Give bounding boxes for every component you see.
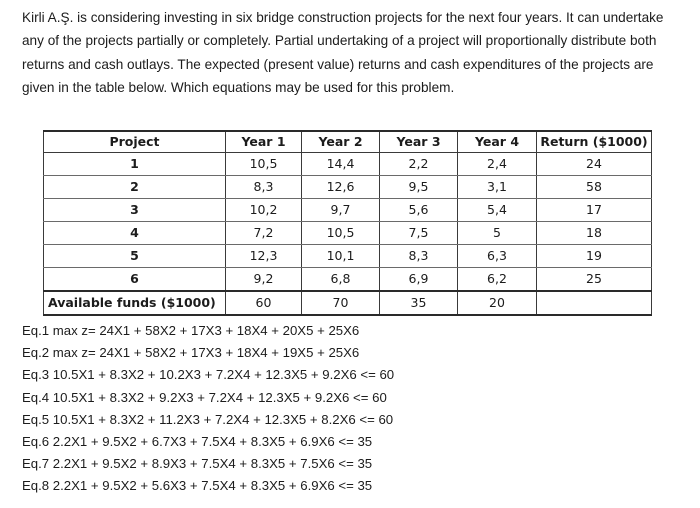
column-header: Year 3: [380, 131, 458, 153]
table-cell: 2,4: [458, 153, 537, 176]
table-cell: 6,9: [380, 268, 458, 292]
table-cell: 6,2: [458, 268, 537, 292]
available-funds-row: [44, 291, 652, 315]
table-cell: 19: [537, 245, 652, 268]
table-cell: 14,4: [302, 153, 380, 176]
table-cell: 7,5: [380, 222, 458, 245]
equation-item: Eq.5 10.5X1 + 8.3X2 + 11.2X3 + 7.2X4 + 12.3X5 + 8.2X6 <= 60: [22, 411, 394, 427]
table-cell: 35: [380, 291, 458, 315]
table-cell: 58: [537, 176, 652, 199]
column-header: Year 1: [226, 131, 302, 153]
table-cell: 9,7: [302, 199, 380, 222]
table-cell: 9,2: [226, 268, 302, 292]
table-cell: 5,4: [458, 199, 537, 222]
table-cell: 12,3: [226, 245, 302, 268]
column-header: Year 2: [302, 131, 380, 153]
equation-item: Eq.7 2.2X1 + 9.5X2 + 8.9X3 + 7.5X4 + 8.3X5 + 7.5X6 <= 35: [22, 456, 373, 472]
table-cell: 6: [44, 268, 226, 292]
table-cell: 60: [226, 291, 302, 315]
table-row: [44, 199, 652, 222]
table-cell: 3: [44, 199, 226, 222]
table-cell: 3,1: [458, 176, 537, 199]
equation-item: Eq.4 10.5X1 + 8.3X2 + 9.2X3 + 7.2X4 + 12.3X5 + 9.2X6 <= 60: [22, 389, 387, 405]
table-cell: 8,3: [226, 176, 302, 199]
table-cell: 12,6: [302, 176, 380, 199]
table-cell: 2,2: [380, 153, 458, 176]
table-cell: 25: [537, 268, 652, 292]
equation-item: Eq.1 max z= 24X1 + 58X2 + 17X3 + 18X4 + 20X5 + 25X6: [22, 323, 360, 338]
table-row: [44, 176, 652, 199]
table-row: [44, 245, 652, 268]
table-cell: 5: [458, 222, 537, 245]
table-cell: 1: [44, 153, 226, 176]
table-row: [44, 153, 652, 176]
column-header: Year 4: [458, 131, 537, 153]
table-cell: 6,8: [302, 268, 380, 292]
equation-item: Eq.2 max z= 24X1 + 58X2 + 17X3 + 18X4 + 19X5 + 25X6: [22, 345, 360, 361]
table-cell: 70: [302, 291, 380, 315]
table-cell: 9,5: [380, 176, 458, 199]
equation-item: Eq.6 2.2X1 + 9.5X2 + 6.7X3 + 7.5X4 + 8.3X5 + 6.9X6 <= 35: [22, 434, 373, 450]
table-cell: 18: [537, 222, 652, 245]
column-header: Project: [44, 131, 226, 153]
problem-statement: Kirli A.Ş. is considering investing in six bridge construction projects for the next four years. It can undertake any of the projects partially or completely. Partial undertaking of a project will proportionally distribute both returns and cash outlays. The expected (present value) returns and cash expenditures of the projects are given in the table below. Which equations may be used for this problem.: [22, 10, 664, 96]
equation-item: Eq.3 10.5X1 + 8.3X2 + 10.2X3 + 7.2X4 + 12.3X5 + 9.2X6 <= 60: [22, 367, 395, 383]
table-cell: 10,2: [226, 199, 302, 222]
table-cell: 20: [458, 291, 537, 315]
equation-item: Eq.8 2.2X1 + 9.5X2 + 5.6X3 + 7.5X4 + 8.3X5 + 6.9X6 <= 35: [22, 478, 373, 494]
table-cell: 5: [44, 245, 226, 268]
column-header: Return ($1000): [537, 131, 652, 153]
table-cell: 8,3: [380, 245, 458, 268]
table-cell: 6,3: [458, 245, 537, 268]
table-cell: 5,6: [380, 199, 458, 222]
table-cell: 17: [537, 199, 652, 222]
table-row: [44, 222, 652, 245]
table-row: [44, 268, 652, 292]
table-cell: 2: [44, 176, 226, 199]
table-header-row: [44, 131, 652, 153]
table-cell: 10,1: [302, 245, 380, 268]
table-cell: 4: [44, 222, 226, 245]
table-cell: [537, 291, 652, 315]
table-cell: Available funds ($1000): [44, 291, 226, 315]
table-cell: 24: [537, 153, 652, 176]
project-data-table: [43, 130, 652, 316]
table-cell: 7,2: [226, 222, 302, 245]
equation-list: [22, 320, 394, 498]
table-cell: 10,5: [226, 153, 302, 176]
table-cell: 10,5: [302, 222, 380, 245]
